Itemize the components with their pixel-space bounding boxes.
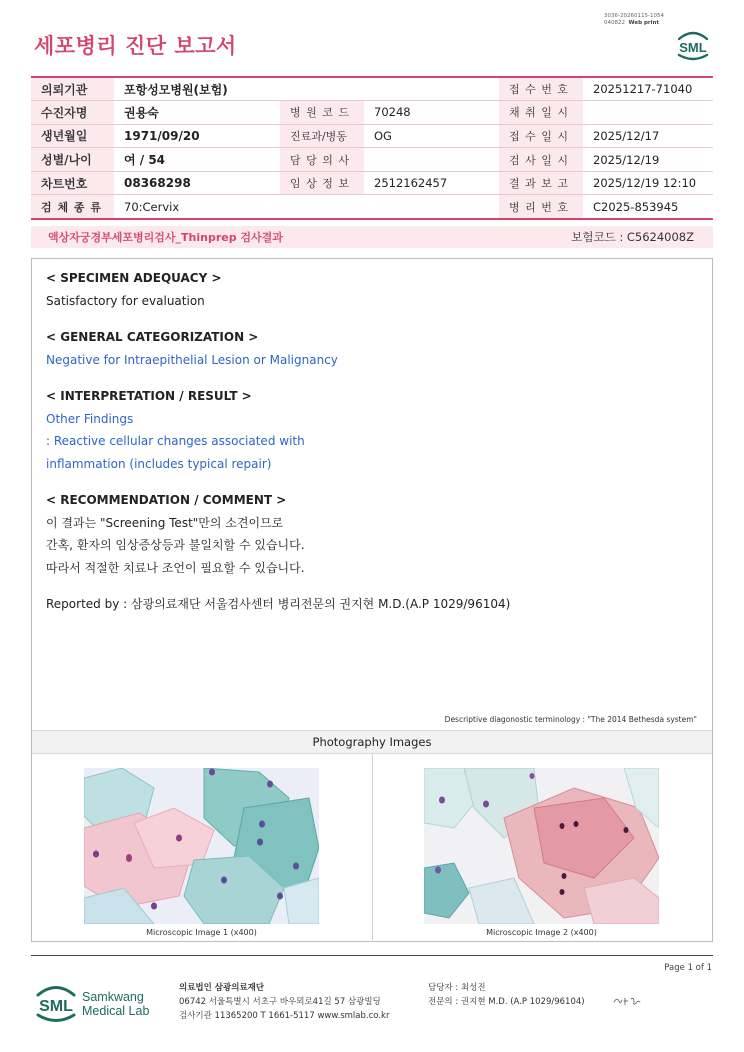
info-label: 검 체 종 류 [31, 195, 114, 219]
image-2-caption: Microscopic Image 2 (x400) [486, 928, 597, 937]
info-row [31, 124, 713, 148]
print-code-line1: 3036-20260115-1054 [604, 13, 664, 19]
info-value: 1971/09/20 [114, 124, 280, 148]
info-value [364, 195, 499, 219]
foot-logo-brand-2: Medical Lab [82, 1004, 150, 1018]
info-value: 2025/12/19 [583, 148, 713, 172]
insurance-code: 보험코드 : C5624008Z [571, 230, 694, 244]
info-label [280, 195, 364, 219]
info-row [31, 195, 713, 219]
recommendation-line: 따라서 적절한 치료나 조언이 필요할 수 있습니다. [46, 561, 305, 576]
info-value: 여 / 54 [114, 148, 280, 172]
microscopic-image-2 [424, 768, 659, 924]
info-label: 진료과/병동 [280, 124, 364, 148]
specimen-adequacy-section [46, 267, 222, 312]
info-value: 포항성모병원(보험) [114, 77, 280, 101]
org-address: 06742 서울특별시 서초구 바우뫼로41길 57 삼광빌딩 [179, 997, 381, 1007]
staff-line: 담당자 : 최성진 [428, 983, 486, 993]
info-label [280, 77, 364, 101]
info-label: 채 취 일 시 [499, 101, 583, 125]
info-value: 70:Cervix [114, 195, 280, 219]
info-label: 임 상 정 보 [280, 171, 364, 195]
adequacy-text: Satisfactory for evaluation [46, 293, 205, 308]
info-label: 의뢰기관 [31, 77, 114, 101]
interpretation-line: : Reactive cellular changes associated with [46, 434, 305, 449]
report-box [31, 258, 713, 942]
print-code [604, 13, 664, 27]
samkwang-logo-icon [34, 978, 164, 1028]
info-value: 08368298 [114, 171, 280, 195]
recommendation-section [46, 489, 305, 580]
info-value [583, 101, 713, 125]
doctor-line: 전문의 : 권지현 M.D. (A.P 1029/96104) [428, 997, 585, 1007]
terminology-note: Descriptive diagonostic terminology : "The 2014 Bethesda system" [444, 715, 697, 724]
categorization-section [46, 326, 338, 371]
category-heading: < GENERAL CATEGORIZATION > [46, 330, 259, 344]
info-value: 권용숙 [114, 101, 280, 125]
page-title: 세포병리 진단 보고서 [34, 34, 237, 58]
info-label: 병 리 번 호 [499, 195, 583, 219]
recommendation-line: 이 결과는 "Screening Test"만의 소견이므로 [46, 515, 284, 530]
test-name: 액상자궁경부세포병리검사_Thinprep 검사결과 [48, 231, 283, 244]
doctor-signature [612, 994, 642, 1008]
info-label: 접 수 번 호 [499, 77, 583, 101]
sml-logo-icon [672, 25, 714, 63]
page-number: Page 1 of 1 [664, 963, 712, 973]
print-code-line2: 040822 [604, 20, 625, 26]
adequacy-heading: < SPECIMEN ADEQUACY > [46, 271, 222, 285]
info-label: 검 사 일 시 [499, 148, 583, 172]
logo-text: SML [679, 40, 707, 55]
interpretation-heading: < INTERPRETATION / RESULT > [46, 389, 252, 403]
info-value: C2025-853945 [583, 195, 713, 219]
reported-by: Reported by : 삼광의료재단 서울검사센터 병리전문의 권지현 M.D.(A.P 1029/96104) [46, 597, 511, 611]
info-value: 2025/12/19 12:10 [583, 171, 713, 195]
interpretation-section [46, 385, 305, 476]
print-label: Web print [628, 20, 660, 26]
image-divider [372, 754, 373, 942]
info-row [31, 77, 713, 101]
org-name: 의료법인 삼광의료재단 [179, 983, 265, 993]
info-value: OG [364, 124, 499, 148]
info-label: 결 과 보 고 [499, 171, 583, 195]
interpretation-line: inflammation (includes typical repair) [46, 457, 272, 472]
info-label: 병 원 코 드 [280, 101, 364, 125]
microscopic-image-1 [84, 768, 319, 924]
info-label: 차트번호 [31, 171, 114, 195]
info-row [31, 101, 713, 125]
recommendation-line: 간혹, 환자의 임상증상등과 불일치할 수 있습니다. [46, 538, 305, 553]
info-value [364, 148, 499, 172]
info-value: 2025/12/17 [583, 124, 713, 148]
staff-info [428, 981, 585, 1009]
info-row [31, 171, 713, 195]
foot-logo-brand-1: Samkwang [82, 990, 144, 1004]
info-label: 성별/나이 [31, 148, 114, 172]
info-value [364, 77, 499, 101]
org-contact: 검사기관 11365200 T 1661-5117 www.smlab.co.kr [179, 1011, 390, 1021]
info-label: 생년월일 [31, 124, 114, 148]
info-value: 20251217-71040 [583, 77, 713, 101]
image-1-caption: Microscopic Image 1 (x400) [146, 928, 257, 937]
info-row [31, 148, 713, 172]
recommendation-heading: < RECOMMENDATION / COMMENT > [46, 493, 287, 507]
info-value: 70248 [364, 101, 499, 125]
patient-info-table [31, 76, 713, 220]
info-label: 담 당 의 사 [280, 148, 364, 172]
photography-heading: Photography Images [32, 730, 712, 754]
interpretation-line: Other Findings [46, 411, 134, 426]
test-name-bar [31, 226, 713, 248]
info-value: 2512162457 [364, 171, 499, 195]
info-label: 접 수 일 시 [499, 124, 583, 148]
info-label: 수진자명 [31, 101, 114, 125]
category-text: Negative for Intraepithelial Lesion or Malignancy [46, 352, 338, 367]
organization-info [179, 981, 389, 1023]
foot-logo-text: SML [39, 998, 73, 1015]
footer-divider [31, 955, 713, 956]
